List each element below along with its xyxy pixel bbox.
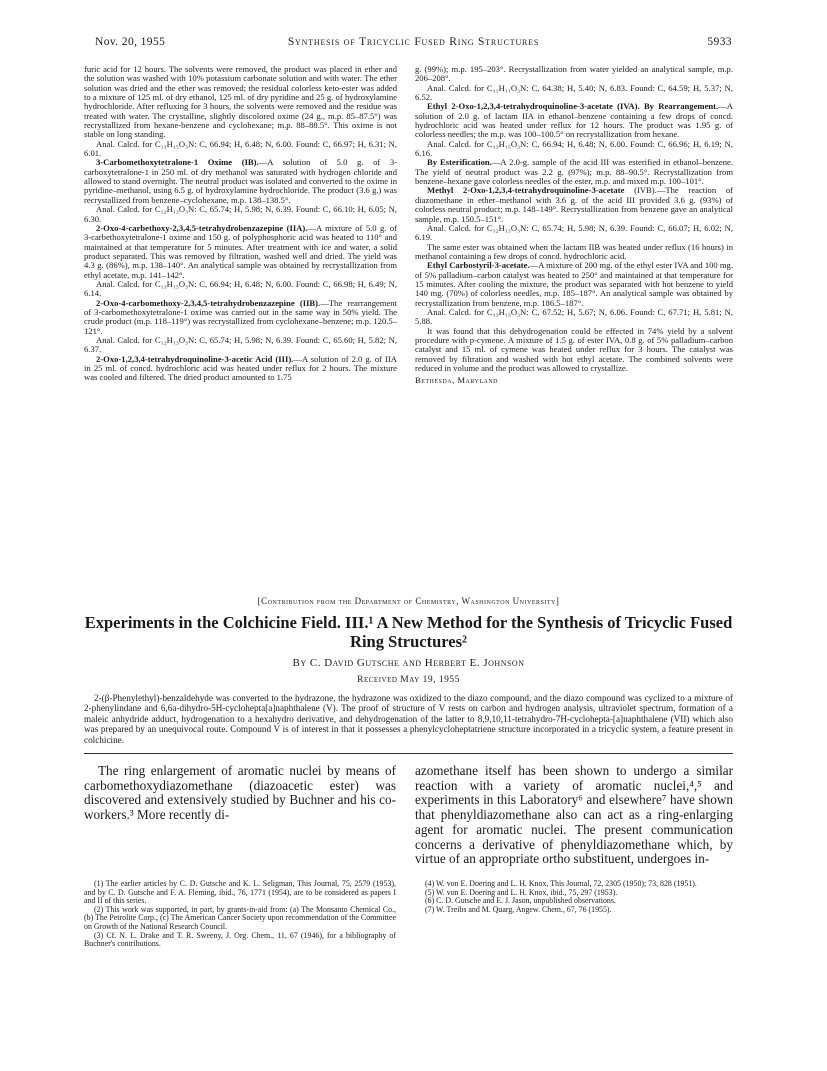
footnotes-right — [415, 880, 733, 914]
running-title: Synthesis of Tricyclic Fused Ring Structures — [287, 36, 540, 48]
paragraph-heading: 2-Oxo-4-carbethoxy-2,3,4,5-tetrahydrobenzazepine (IIA). — [96, 222, 308, 233]
footnote: (4) W. von E. Doering and L. H. Knox, This Journal, 72, 2305 (1950); 73, 828 (1951). — [425, 879, 697, 888]
paragraph — [84, 280, 397, 299]
paragraph-text: —A solution of 5.0 g. of 3-carboxytetralone-1 in 250 ml. of dry methanol was saturated with hydrogen chloride and allowed to stand overnight. The neutral product was isolated and converted to the oxime in pyridine–methanol, using 6.5 g. of hydroxylamine hydrochloride. The product (3.6 g.) was recrystallized from benzene–cyclohexane, m.p. 138–138.5°. — [84, 157, 397, 205]
paragraph — [415, 186, 733, 223]
issue-date: Nov. 20, 1955 — [95, 36, 166, 48]
footnote: (5) W. von E. Doering and L. H. Knox, ibid., 75, 297 (1953). — [425, 887, 618, 897]
paragraph — [415, 243, 733, 262]
paragraph-text: It was found that this dehydrogenation could be effected in 74% yield by a solvent procedure with p-cymene. A mixture of 1.5 g. of ester IVA, 0.8 g. of 5% palladium–carbon catalyst and 15 ml. of cymene was heated under reflux for 3 hours. The catalyst was removed by filtration and washed with hot ethyl acetate. The combined solvents were reduced in volume and the product was allowed to crystallize. — [415, 325, 733, 373]
paragraph — [84, 158, 397, 205]
paragraph — [415, 327, 733, 374]
paragraph-text: (IVB).—The reaction of diazomethane in ether–methanol with 3.6 g. of the acid III provided 3.6 g. (93%) of colorless neutral product; m.p. 148–149°. Recrystallization from benzene gave an analytical sample, m.p. 150.5–151°. — [415, 185, 734, 224]
paragraph-text: furic acid for 12 hours. The solvents were removed, the product was placed in ether and the solution was washed with 10% potassium carbonate solution and with water. The ether solution was dried and the ether was removed; the residual colorless keto-ester was added to a mixture of 125 ml. of dry ethanol, 125 ml. of dry pyridine and 25 g. of hydroxylamine hydrochloride. After refluxing for 3 hours, the solvents were removed and the residue was treated with water. The crystalline, slightly discolored oxime (24 g., m.p. 85–87.5°) was recrystallized from hexane-benzene and cyclohexane; m.p. 88–88.5°. This oxime is not stable on long standing. — [84, 64, 397, 140]
paragraph-heading: 3-Carbomethoxytetralone-1 Oxime (IB). — [96, 157, 259, 168]
paragraph-text: —The rearrangement of 3-carbomethoxytetralone-1 oxime was carried out in the same way in 50% yield. The crude product (m.p. 118–119°) was recrystallized from cyclohexane–benzene; m.p. 120.5–121°. — [84, 297, 397, 336]
page-number: 5933 — [707, 36, 732, 48]
received-date: Received May 19, 1955 — [357, 675, 460, 685]
paragraph — [84, 336, 397, 355]
paragraph-heading: Ethyl 2-Oxo-1,2,3,4-tetrahydroquinoline-3-acetate (IVA). By Rearrangement. — [427, 101, 719, 112]
paragraph — [84, 299, 397, 336]
paragraph — [84, 140, 397, 159]
paragraph-text: —A solution of 2.0 g. of lactam IIA in ethanol–benzene containing a few drops of concd. hydrochloric acid was heated under reflux for 12 hours. The product was 1.95 g. of colorless needles; the m.p. was 100–100.5° on recrystallization from hexane. — [415, 101, 733, 140]
paragraph-text: —A mixture of 200 mg. of the ethyl ester IVA and 100 mg. of 5% palladium–carbon catalyst was heated to 250° and maintained at that temperature for 15 minutes. After cooling the mixture, the product was separated with hot benzene to yield 140 mg. (70%) of colorless needles, m.p. 185–187°. An analytical sample was obtained by recrystallization from benzene, m.p. 186.5–187°. — [415, 260, 733, 308]
article-title: Experiments in the Colchicine Field. III.¹ A New Method for the Synthesis of Tricyclic Fused Ring Structures² — [84, 613, 733, 651]
section-divider — [84, 753, 733, 754]
footnote: (3) Cf. N. L. Drake and T. R. Sweeny, J. Org. Chem., 11, 67 (1946), for a bibliography of Buchner's contributions. — [84, 930, 396, 949]
paragraph-text: —A 2.0-g. sample of the acid III was esterified in ethanol–benzene. The yield of neutral product was 2.2 g. (97%); m.p. 88–90.5°. Recrystallization from benzene–hexane gave colorless needles of the ester, m.p. and mixed m.p. 100–101°. — [415, 157, 734, 187]
paragraph-text: —A mixture of 5.0 g. of 3-carbethoxytetralone-1 oxime and 150 g. of polyphosphoric acid was heated to 110° and maintained at that temperature for 5 minutes. After treatment with ice and water, a solid product separated. This was removed by filtration, washed well and dried. The yield was 4.3 g. (86%), m.p. 138–140°. An analytical sample was obtained by recrystallization from ethyl acetate, m.p. 141–142°. — [84, 222, 397, 280]
paragraph-text: Anal. Calcd. for C₁₂H₁₃O₃N: C, 65.74; H, 5.98; N, 6.39. Found: C, 66.10; H, 6.05; N, 6.30. — [84, 204, 397, 224]
paragraph-text: Anal. Calcd. for C₁₃H₁₅O₃N: C, 66.94; H, 6.48; N, 6.00. Found: C, 66.98; H, 6.49; N, 6.14. — [84, 278, 397, 299]
paragraph — [84, 205, 397, 224]
body-paragraph-right: azomethane itself has been shown to undergo a similar reaction with a variety of aromatic nuclei,⁴,⁵ and experiments in this Laboratory⁶ and elsewhere⁷ have shown that phenyldiazomethane also can act as a ring-enlarging agent for aromatic nuclei. The present communication concerns a derivative of phenyldiazomethane which, by virtue of an appropriate ortho substituent, undergoes in- — [415, 763, 733, 867]
contribution-line: [Contribution from the Department of Chemistry, Washington University] — [257, 596, 560, 606]
article-abstract: 2-(β-Phenylethyl)-benzaldehyde was converted to the hydrazone, the hydrazone was oxidized to the diazo compound, and the diazo compound was cyclized to a mixture of 2-phenylindane and 6,6a-dihydro-5H-cyclohepta[a]naphthalene (V). The proof of structure of V rests on carbon and hydrogen analysis, ultraviolet spectrum, formation of a maleic anhydride adduct, hydrogenation to a hexahydro derivative, and dehydrogenation of the latter to 8,9,10,11-tetrahydro-7H-cyclohepta-[a]naphthalene (VII) which also was prepared by an unequivocal route. Compound V is of interest in that it possesses a phenylcycloheptatriene structure incorporated in a tricyclic system, a feature present in colchicine. — [84, 693, 733, 745]
paragraph-text: —A solution of 2.0 g. of IIA in 25 ml. of concd. hydrochloric acid was heated under reflux for 2 hours. The mixture was cooled and filtered. The dried product amounted to 1.75 — [84, 353, 397, 383]
footnote: (7) W. Treibs and M. Quarg, Angew. Chem., 67, 76 (1955). — [425, 904, 612, 914]
paragraph-text: Anal. Calcd. for C₁₃H₁₅O₃N: C, 66.94; H, 6.48; N, 6.00. Found: C, 66.97; H, 6.31; N, 6.01. — [84, 138, 397, 159]
paragraph-heading: Ethyl Carbostyril-3-acetate. — [427, 260, 530, 271]
paragraph-text: The same ester was obtained when the lactam IIB was heated under reflux (16 hours) in methanol containing a few drops of concd. hydrochloric acid. — [415, 241, 733, 261]
footnote: (6) C. D. Gutsche and E. J. Jason, unpublished observations. — [425, 896, 616, 906]
paragraph-text: Anal. Calcd. for C₁₂H₁₃O₃N: C, 65.74; H, 5.98; N, 6.39. Found: C, 66.07; H, 6.02; N, 6.19. — [415, 222, 733, 243]
paragraph — [415, 102, 733, 139]
paragraph — [415, 224, 733, 243]
paragraph — [415, 158, 733, 186]
body-right — [415, 764, 733, 867]
right-column-experimental — [415, 65, 733, 386]
paragraph-text: Anal. Calcd. for C₁₁H₁₁O₃N: C, 64.38; H, 5.40; N, 6.83. Found: C, 64.59; H, 5.37; N, 6.52. — [415, 82, 733, 103]
article-authors: By C. David Gutsche and Herbert E. Johnson — [292, 657, 525, 669]
footnote: (2) This work was supported, in part, by grants-in-aid from: (a) The Monsanto Chemical Co., (b) The Petrolite Corp., (c) The American Cancer Society upon recommendation of the Committee on Growth of the National Research Council. — [84, 904, 396, 931]
footnotes-left — [84, 880, 396, 949]
paragraph-text: Anal. Calcd. for C₁₃H₁₃O₃N: C, 67.52; H, 5.67; N, 6.06. Found: C, 67.71; H, 5.81; N, 5.88. — [415, 306, 733, 327]
paragraph — [84, 65, 397, 140]
paragraph — [415, 84, 733, 103]
paragraph-heading: 2-Oxo-4-carbomethoxy-2,3,4,5-tetrahydrobenzazepine (IIB). — [96, 297, 321, 308]
footnote: (1) The earlier articles by C. D. Gutsche and K. L. Seligman, This Journal, 75, 2579 (1953), and by C. D. Gutsche and F. A. Fleming, ibid., 76, 1771 (1954), are to be considered as papers I and II of this series. — [84, 879, 396, 906]
paragraph-text: g. (99%); m.p. 195–203°. Recrystallization from water yielded an analytical sample, m.p. 206–208°. — [415, 64, 733, 84]
body-paragraph-left: The ring enlargement of aromatic nuclei by means of carbomethoxydiazomethane (diazoacetic ester) was discovered and extensively studied by Buchner and his co-workers.³ More recently di- — [84, 763, 396, 823]
body-left — [84, 764, 396, 823]
paragraph-heading: 2-Oxo-1,2,3,4-tetrahydroquinoline-3-acetic Acid (III). — [96, 353, 294, 364]
left-column-experimental — [84, 65, 397, 383]
paragraph-text: Anal. Calcd. for C₁₃H₁₅O₃N: C, 66.94; H, 6.48; N, 6.00. Found: C, 66.96; H, 6.19; N, 6.16. — [415, 138, 733, 159]
paragraph — [415, 261, 733, 308]
paragraph-text: Anal. Calcd. for C₁₂H₁₃O₃N: C, 65.74; H, 5.98; N, 6.39. Found: C, 65.60; H, 5.82; N, 6.37. — [84, 334, 397, 355]
paragraph — [415, 140, 733, 159]
paragraph — [84, 224, 397, 280]
paragraph — [415, 65, 733, 84]
paragraph — [84, 355, 397, 383]
paragraph — [415, 308, 733, 327]
page-header — [95, 36, 732, 52]
location-signature: Bethesda, Maryland — [415, 375, 499, 386]
paragraph-heading: Methyl 2-Oxo-1,2,3,4-tetrahydroquinoline-3-acetate — [427, 185, 625, 196]
paragraph-heading: By Esterification. — [427, 157, 492, 168]
